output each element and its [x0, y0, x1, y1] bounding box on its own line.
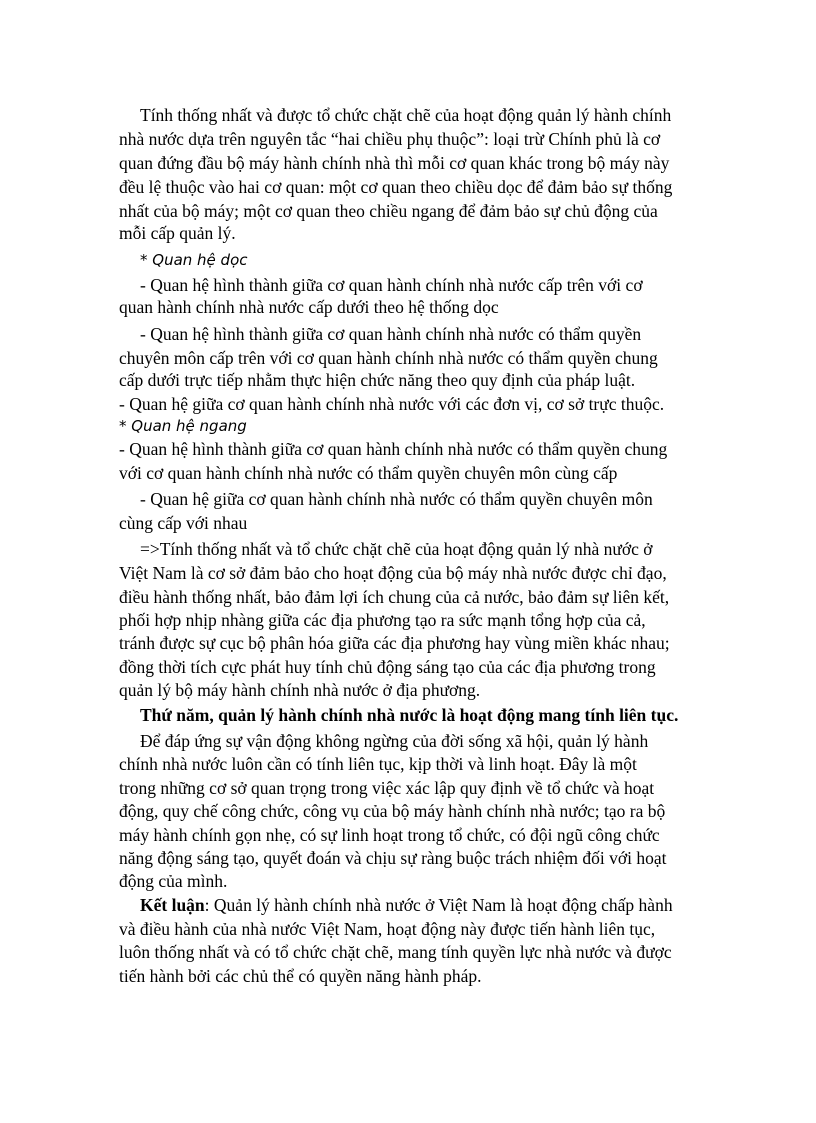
paragraph-line: Để đáp ứng sự vận động không ngừng của đời sống xã hội, quản lý hành — [140, 731, 649, 751]
heading-quan-he-doc: * Quan hệ dọc — [140, 251, 248, 269]
paragraph-line: mỗi cấp quản lý. — [119, 223, 236, 243]
paragraph-line: quản lý bộ máy hành chính nhà nước ở địa phương. — [119, 680, 481, 700]
paragraph-line: phối hợp nhịp nhàng giữa các địa phương tạo ra sức mạnh tổng hợp của cả, — [119, 610, 646, 630]
paragraph-line: động của mình. — [119, 871, 228, 891]
paragraph-line: và điều hành của nhà nước Việt Nam, hoạt động này được tiến hành liên tục, — [119, 919, 656, 939]
paragraph-line: =>Tính thống nhất và tổ chức chặt chẽ của hoạt động quản lý nhà nước ở — [140, 539, 653, 559]
paragraph-line: nhất của bộ máy; một cơ quan theo chiều ngang để đảm bảo sự chủ động của — [119, 201, 658, 221]
paragraph-line: đều lệ thuộc vào hai cơ quan: một cơ quan theo chiều dọc để đảm bảo sự thống — [119, 177, 673, 197]
paragraph-line: chính nhà nước luôn cần có tính liên tục, kịp thời và linh hoạt. Đây là một — [119, 754, 637, 774]
paragraph-line: động, quy chế công chức, công vụ của bộ máy hành chính nhà nước; tạo ra bộ — [119, 801, 666, 821]
paragraph-line: cùng cấp với nhau — [119, 513, 248, 533]
paragraph-line: quan đứng đầu bộ máy hành chính nhà thì mỗi cơ quan khác trong bộ máy này — [119, 153, 670, 173]
paragraph-line: tránh được sự cục bộ phân hóa giữa các địa phương hay vùng miền khác nhau; — [119, 633, 670, 653]
paragraph-line: Tính thống nhất và được tổ chức chặt chẽ của hoạt động quản lý hành chính — [140, 105, 672, 125]
heading-quan-he-ngang: * Quan hệ ngang — [119, 417, 247, 435]
paragraph-line: - Quan hệ hình thành giữa cơ quan hành chính nhà nước có thẩm quyền — [140, 324, 642, 344]
paragraph-line: quan hành chính nhà nước cấp dưới theo hệ thống dọc — [119, 297, 499, 317]
paragraph-line: - Quan hệ giữa cơ quan hành chính nhà nước có thẩm quyền chuyên môn — [140, 489, 653, 509]
paragraph-line: luôn thống nhất và có tổ chức chặt chẽ, mang tính quyền lực nhà nước và được — [119, 942, 672, 962]
paragraph-line: năng động sáng tạo, quyết đoán và chịu sự ràng buộc trách nhiệm đối với hoạt — [119, 848, 667, 868]
paragraph-line: trong những cơ sở quan trọng trong việc xác lập quy định về tổ chức và hoạt — [119, 778, 655, 798]
conclusion-first-line — [140, 894, 673, 916]
paragraph-line: tiến hành bởi các chủ thể có quyền năng hành pháp. — [119, 966, 482, 986]
paragraph-line: máy hành chính gọn nhẹ, có sự linh hoạt trong tổ chức, có đội ngũ công chức — [119, 825, 660, 845]
paragraph-line: Việt Nam là cơ sở đảm bảo cho hoạt động của bộ máy nhà nước được chỉ đạo, — [119, 563, 667, 583]
paragraph-line: nhà nước dựa trên nguyên tắc “hai chiều phụ thuộc”: loại trừ Chính phủ là cơ — [119, 129, 661, 149]
paragraph-line: đồng thời tích cực phát huy tính chủ động sáng tạo của các địa phương trong — [119, 657, 656, 677]
paragraph-line: cấp dưới trực tiếp nhằm thực hiện chức năng theo quy định của pháp luật. — [119, 370, 636, 390]
paragraph-line: điều hành thống nhất, bảo đảm lợi ích chung của cả nước, bảo đảm sự liên kết, — [119, 587, 670, 607]
conclusion-text: : Quản lý hành chính nhà nước ở Việt Nam là hoạt động chấp hành — [204, 895, 673, 915]
paragraph-line: với cơ quan hành chính nhà nước có thẩm quyền chuyên môn cùng cấp — [119, 463, 618, 483]
paragraph-line: - Quan hệ hình thành giữa cơ quan hành chính nhà nước cấp trên với cơ — [140, 275, 643, 295]
paragraph-line: - Quan hệ giữa cơ quan hành chính nhà nước với các đơn vị, cơ sở trực thuộc. — [119, 394, 665, 414]
conclusion-label: Kết luận — [140, 895, 205, 915]
paragraph-line: chuyên môn cấp trên với cơ quan hành chính nhà nước có thẩm quyền chung — [119, 348, 658, 368]
paragraph-line: - Quan hệ hình thành giữa cơ quan hành chính nhà nước có thẩm quyền chung — [119, 439, 668, 459]
heading-thu-nam: Thứ năm, quản lý hành chính nhà nước là hoạt động mang tính liên tục. — [140, 705, 679, 725]
